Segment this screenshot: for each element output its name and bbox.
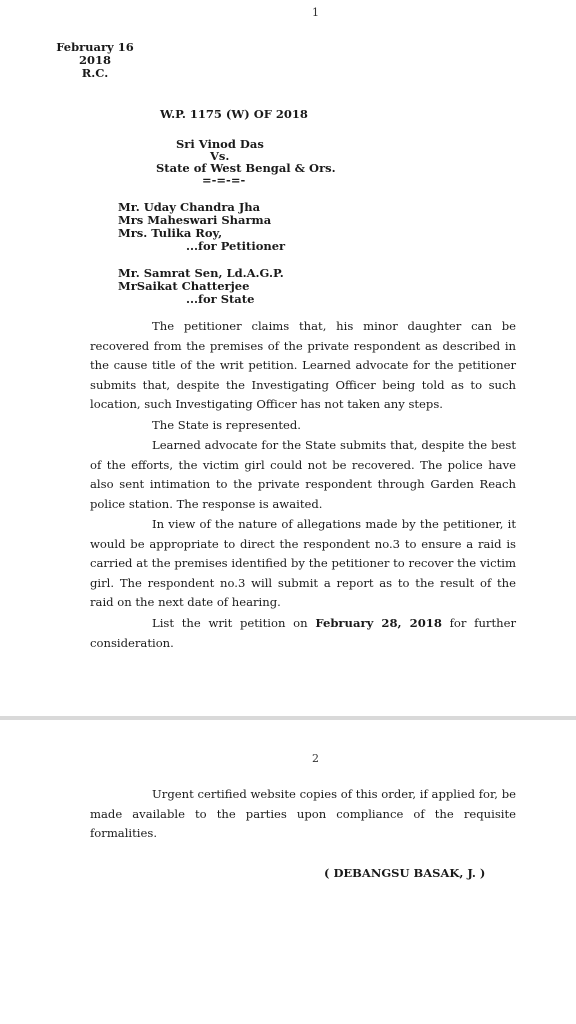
order-date: February 16	[56, 40, 134, 54]
order-year: 2018	[78, 53, 111, 67]
order-initials: R.C.	[81, 66, 109, 80]
order-paragraph: Urgent certified website copies of this order, if applied for, be made available to the parties upon compliance of the requisite formalities.	[90, 787, 516, 840]
listing-text: List the writ petition on	[152, 616, 316, 630]
state-role: ...for State	[186, 292, 255, 306]
order-paragraph: The State is represented.	[152, 418, 301, 432]
page-number: 1	[312, 6, 319, 19]
page-number: 2	[312, 752, 319, 765]
case-number: W.P. 1175 (W) OF 2018	[160, 107, 308, 121]
listing-text: for further consideration.	[90, 616, 516, 650]
order-date-block	[52, 41, 138, 80]
order-paragraph: In view of the nature of allegations made by the petitioner, it would be appropriate to direct the respondent no.3 to ensure a raid is carried at the premises identified by the petitioner to recover the victim girl. The respondent no.3 will submit a report as to the result of the raid on the next date of hearing.	[90, 517, 516, 609]
counsel-name: Mrs. Tulika Roy,	[118, 226, 223, 240]
next-hearing-date: February 28, 2018	[315, 616, 442, 630]
party-respondent: State of West Bengal & Ors.	[156, 161, 336, 175]
counsel-name: MrSaikat Chatterjee	[118, 279, 250, 293]
counsel-name: Mrs Maheswari Sharma	[118, 213, 272, 227]
state-counsel-list	[118, 267, 284, 293]
title-divider: =-=-=-	[202, 173, 246, 187]
counsel-name: Mr. Samrat Sen, Ld.A.G.P.	[118, 266, 284, 280]
judge-signature: ( DEBANGSU BASAK, J. )	[324, 866, 486, 880]
order-page-2	[0, 720, 576, 1024]
listing-paragraph	[90, 614, 516, 653]
petitioner-role: ...for Petitioner	[186, 239, 286, 253]
order-paragraph: Learned advocate for the State submits that, despite the best of the efforts, the victim girl could not be recovered. The police have also sent intimation to the private respondent through Garden Reach police station. The response is awaited.	[90, 438, 516, 511]
petitioner-counsel-list	[118, 201, 271, 240]
party-petitioner: Sri Vinod Das	[176, 137, 264, 151]
order-paragraph: The petitioner claims that, his minor daughter can be recovered from the premises of the private respondent as described in the cause title of the writ petition. Learned advocate for the petitioner submits that, despite the Investigating Officer being told as to such location, such Investigating Officer has not taken any steps.	[90, 319, 516, 411]
counsel-name: Mr. Uday Chandra Jha	[118, 200, 261, 214]
versus: Vs.	[210, 149, 230, 163]
